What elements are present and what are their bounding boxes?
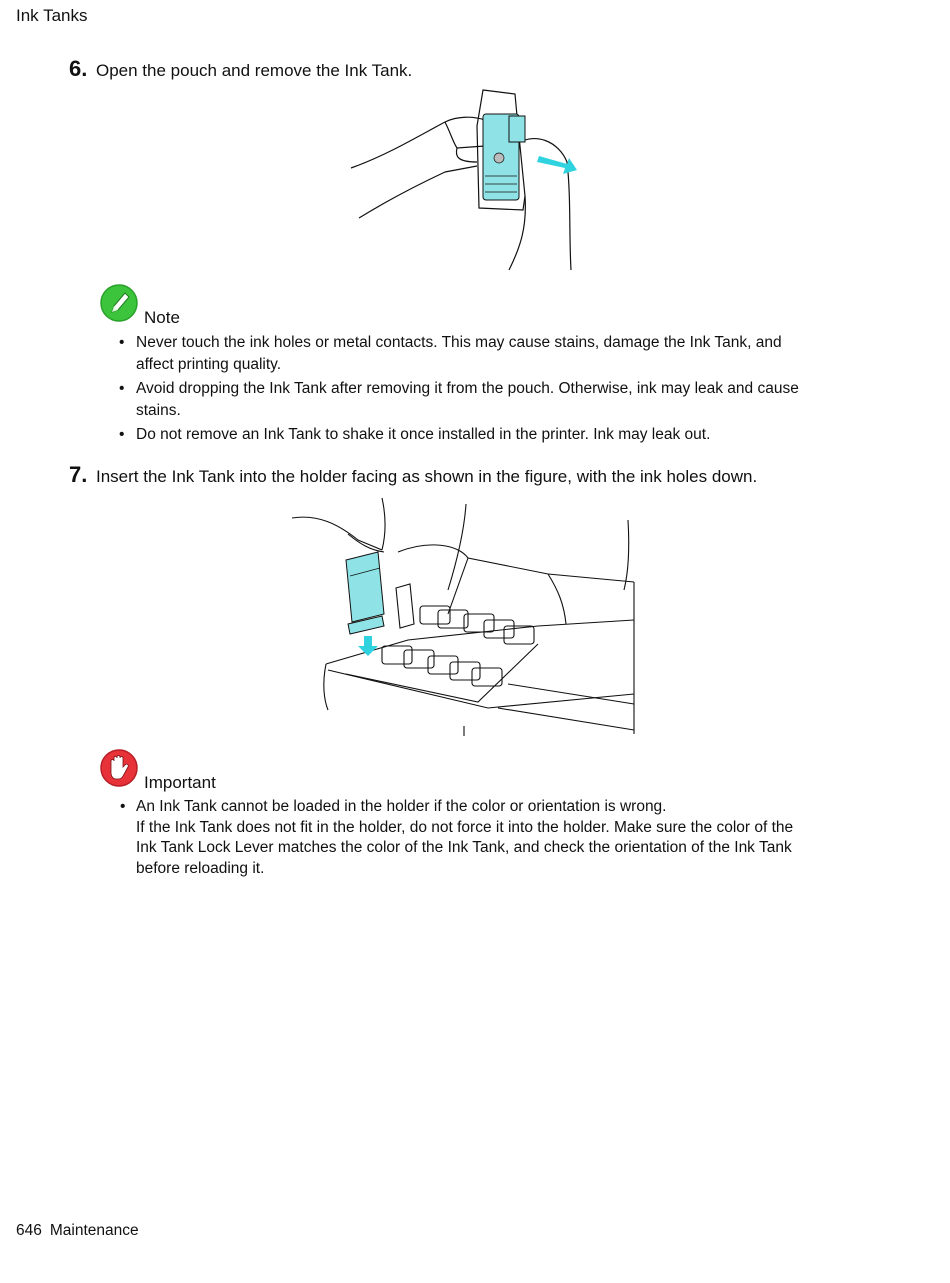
- important-body: [136, 797, 826, 879]
- step-7: [69, 462, 757, 488]
- step-text: Open the pouch and remove the Ink Tank.: [96, 61, 413, 80]
- step-number: 7.: [69, 462, 88, 487]
- list-item: • Do not remove an Ink Tank to shake it once installed in the printer. Ink may leak out.: [116, 424, 816, 446]
- important-detail-line: before reloading it.: [136, 859, 265, 877]
- note-title: Note: [144, 308, 180, 327]
- page-header: Ink Tanks: [16, 6, 88, 25]
- figure-insert-ink-tank: [288, 494, 640, 740]
- footer-section: Maintenance: [49, 1222, 139, 1239]
- step-6: [69, 56, 412, 82]
- pencil-icon: [100, 284, 138, 322]
- list-item: • Never touch the ink holes or metal contacts. This may cause stains, damage the Ink Tank, and affect printing quality.: [116, 332, 816, 376]
- note-list: [116, 332, 816, 448]
- page-number: 646: [16, 1222, 42, 1239]
- stop-hand-icon: [100, 749, 138, 787]
- list-item: • Avoid dropping the Ink Tank after removing it from the pouch. Otherwise, ink may leak and cause stains.: [116, 378, 816, 422]
- important-detail-line: Ink Tank Lock Lever matches the color of the Ink Tank, and check the orientation of the Ink Tank: [136, 839, 792, 856]
- step-number: 6.: [69, 56, 88, 81]
- important-bullet: • An Ink Tank cannot be loaded in the holder if the color or orientation is wrong.: [136, 797, 826, 818]
- step-text: Insert the Ink Tank into the holder facing as shown in the figure, with the ink holes down.: [96, 467, 758, 486]
- figure-remove-ink-tank: [345, 86, 585, 272]
- important-detail-line: If the Ink Tank does not fit in the holder, do not force it into the holder. Make sure the color of the: [136, 818, 794, 836]
- important-title: Important: [144, 773, 216, 792]
- page-footer: [16, 1222, 139, 1240]
